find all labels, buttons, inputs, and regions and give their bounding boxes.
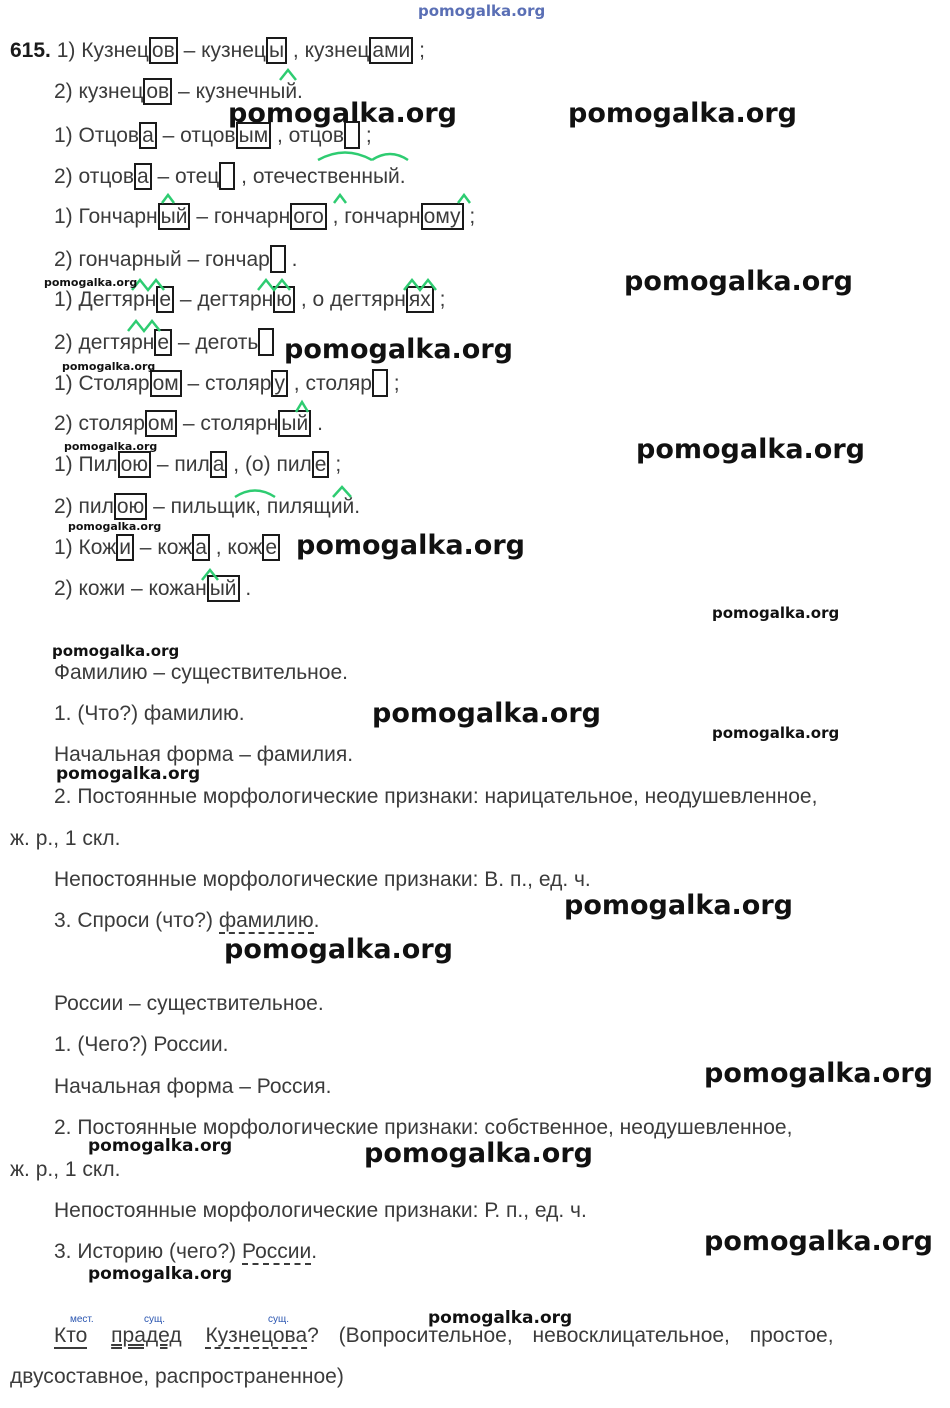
word-part: 1) Кузнец [56,39,149,62]
word-part: – отцов [156,124,236,147]
text: . [313,909,320,932]
word-part: 2) отцов [54,165,134,188]
word-part: 1) Дегтярн [54,288,157,311]
analysis1-line5: Непостоянные морфологические признаки: В. п., ед. ч. [54,868,591,891]
ending-box: ого [290,203,327,230]
word-part: 2) гончарный – гончар [54,248,270,271]
word-part: 1) Кож [54,536,117,559]
exercise-number: 615. [10,39,51,62]
root-arc [318,153,372,161]
exercise-line-11 [54,452,341,478]
ending-box: е [156,286,174,313]
pos-label: сущ. [268,1314,290,1325]
watermark: pomogalka.org [624,266,853,297]
ending-box: и [116,534,134,561]
word-part: – столяр [181,372,272,395]
ending-box: у [271,370,288,397]
ending-box: а [192,534,210,561]
ending-box: а [210,451,228,478]
exercise-line-4 [54,162,406,190]
watermark: pomogalka.org [564,890,793,921]
word-part: 2) кожи – кожан [54,577,207,600]
word-part: ; [387,372,400,395]
empty-ending-box [258,328,274,356]
word-part: – пил [151,453,210,476]
watermark: pomogalka.org [64,440,158,453]
word-part: 2) кузнец [54,80,144,103]
ending-box: ый [158,203,191,230]
ending-box: ов [143,78,172,105]
ending-box: а [139,122,157,149]
word-part: , отцов [271,124,345,147]
watermark: pomogalka.org [62,360,156,373]
ending-box: ом [150,370,182,397]
ending-box: ым [236,122,272,149]
watermark: pomogalka.org [568,98,797,129]
exercise-line-12 [54,494,360,520]
word-part: , о дегтярн [295,288,406,311]
analysis1-line1: 1. (Что?) фамилию. [54,702,245,725]
analysis2-line1: 1. (Чего?) России. [54,1033,229,1056]
text: 3. Историю (чего?) [54,1240,242,1263]
analysis2-line2: Начальная форма – Россия. [54,1075,332,1098]
ending-box: е [312,451,330,478]
text: . [311,1240,318,1263]
word-part: – кож [133,536,193,559]
empty-ending-box [219,162,235,190]
word-part: ; [329,453,342,476]
watermark: pomogalka.org [88,1264,233,1284]
watermark: pomogalka.org [52,642,180,660]
word-part: 2) столяр [54,412,145,435]
empty-ending-box [372,369,388,397]
ending-box: ы [266,37,287,64]
watermark: pomogalka.org [704,1058,933,1089]
word-part: ; [413,39,425,62]
analysis2-line3: 2. Постоянные морфологические признаки: собственное, неодушевленное, [54,1116,793,1139]
watermark: pomogalka.org [712,724,840,742]
word-part: – гончарн [190,205,291,228]
watermark: pomogalka.org [296,530,525,561]
analysis1-line4: ж. р., 1 скл. [10,827,121,850]
root-arc [162,195,174,203]
exercise-line-13 [54,535,280,561]
exercise-line-1 [10,38,425,64]
watermark: pomogalka.org [44,276,138,289]
sentence-line2: двусоставное, распространенное) [10,1365,344,1388]
root-arc [372,154,408,160]
word-part: 1) Столяр [54,372,150,395]
subject-word: Кто [54,1324,88,1347]
predicate-word: прадед [111,1324,182,1347]
text: 3. Спроси (что?) [54,909,219,932]
word-part: . [311,412,323,435]
exercise-line-10 [54,411,323,437]
ending-box: ю [273,286,295,313]
exercise-line-6 [54,245,298,273]
analysis1-line2: Начальная форма – фамилия. [54,743,354,766]
analysis2-line6 [54,1239,317,1265]
root-arc [334,195,346,203]
analysis1-line6 [54,908,320,934]
ending-box: ою [114,493,147,520]
analysis1-line3: 2. Постоянные морфологические признаки: нарицательное, неодушевленное, [54,785,818,808]
word-part: , кож [209,536,263,559]
word-part: – отец [151,165,220,188]
word-part: . [285,248,298,271]
sentence-rest: ? (Вопросительное, невосклицательное, простое, [307,1324,834,1347]
watermark: pomogalka.org [88,1136,233,1156]
word-part: – дегтярн [174,288,274,311]
underlined-word: России [242,1240,312,1263]
watermark: pomogalka.org [224,934,453,965]
word-part: 1) Пил [54,453,118,476]
word-part: – пильщик, пилящий. [147,495,361,518]
ending-box: ом [145,410,177,437]
analysis2-line4: ж. р., 1 скл. [10,1158,121,1181]
word-part: , отечественный. [235,165,406,188]
watermark: pomogalka.org [704,1226,933,1257]
exercise-line-9 [54,369,400,397]
word-part: , кузнец [287,39,370,62]
word-part: 1) Отцов [54,124,140,147]
ending-box: ый [207,575,240,602]
word-part: ; [360,124,372,147]
word-part: , столяр [287,372,372,395]
word-part: , гончарн [326,205,421,228]
underlined-word: фамилию [218,909,314,932]
word-part: ; [463,205,476,228]
exercise-line-8 [54,328,274,356]
watermark: pomogalka.org [56,764,201,784]
watermark: pomogalka.org [284,334,513,365]
root-arc [458,195,470,203]
ending-box: ою [118,451,151,478]
watermark: pomogalka.org [428,1308,573,1328]
watermark-top: pomogalka.org [418,2,546,20]
exercise-line-14 [54,576,251,602]
pos-label: сущ. [144,1314,166,1325]
watermark: pomogalka.org [636,434,865,465]
watermark: pomogalka.org [228,98,457,129]
ending-box: ому [421,203,464,230]
watermark: pomogalka.org [68,520,162,533]
ending-box: ях [406,286,434,313]
watermark: pomogalka.org [364,1138,593,1169]
analysis1-title: Фамилию – существительное. [54,661,348,684]
word-part: ; [433,288,446,311]
watermark: pomogalka.org [372,698,601,729]
word-part: – кузнец [177,39,266,62]
exercise-line-5 [54,204,475,230]
ending-box: е [154,329,172,356]
word-part: 2) дегтярн [54,331,155,354]
word-part: – кузнечный. [172,80,303,103]
exercise-line-7 [54,287,445,313]
ending-box: е [262,534,280,561]
ending-box: а [134,163,152,190]
word-part: 1) Гончарн [54,205,158,228]
object-word: Кузнецова [205,1324,308,1347]
watermark: pomogalka.org [712,604,840,622]
word-part: . [239,577,252,600]
word-part: – деготь [172,331,259,354]
analysis2-title: России – существительное. [54,992,324,1015]
word-part: , (о) пил [227,453,312,476]
pos-label: мест. [70,1314,94,1325]
ending-box: ов [149,37,178,64]
ending-box: ами [369,37,413,64]
word-part: 2) пил [54,495,114,518]
word-part: – столярн [177,412,279,435]
analysis2-line5: Непостоянные морфологические признаки: Р. п., ед. ч. [54,1199,587,1222]
ending-box: ый [278,410,311,437]
empty-ending-box [270,245,286,273]
